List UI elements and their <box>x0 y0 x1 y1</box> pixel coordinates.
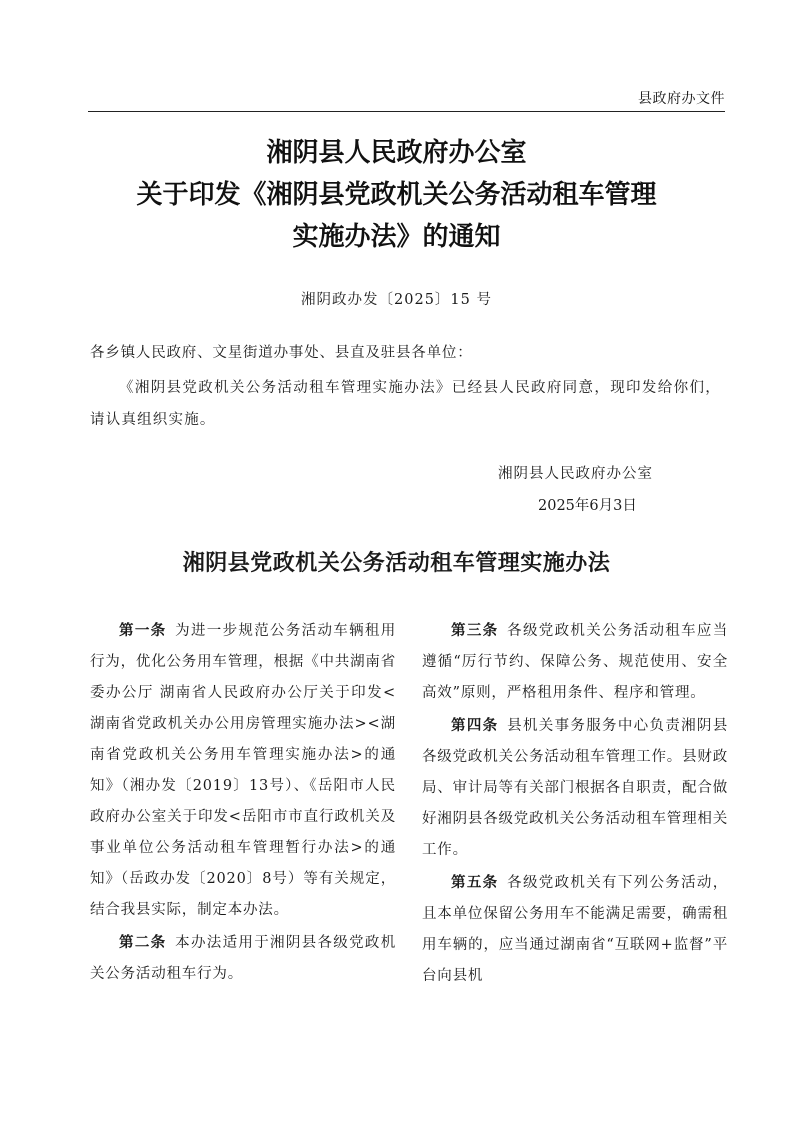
article-text: 各级党政机关公务活动租车应当遵循“厉行节约、保障公务、规范使用、安全高效”原则，严格租用条件、程序和管理。 <box>422 623 729 701</box>
left-column <box>90 616 396 992</box>
recipients-line: 各乡镇人民政府、文星街道办事处、县直及驻县各单位： <box>90 345 473 361</box>
notice-title-line: 关于印发《湘阴县党政机关公务活动租车管理 <box>136 180 657 210</box>
article-label: 第三条 <box>451 623 499 639</box>
article-label: 第二条 <box>119 935 167 951</box>
article-paragraph <box>422 616 728 709</box>
article-paragraph <box>422 711 728 866</box>
notice-title-line: 实施办法》的通知 <box>292 222 501 252</box>
header-divider <box>88 111 725 112</box>
article-paragraph <box>90 616 396 926</box>
article-label: 第四条 <box>451 718 499 734</box>
right-column <box>422 616 728 994</box>
issuing-office: 湘阴县人民政府办公室 <box>498 466 653 482</box>
article-text: 县机关事务服务中心负责湘阴县各级党政机关公务活动租车管理工作。县财政局、审计局等有关部门根据各自职责，配合做好湘阴县各级党政机关公务活动租车管理相关工作。 <box>422 718 729 858</box>
notice-title <box>60 132 733 258</box>
article-label: 第一条 <box>119 623 167 639</box>
article-paragraph <box>90 928 396 990</box>
notice-title-line: 湘阴县人民政府办公室 <box>266 138 527 168</box>
article-text: 为进一步规范公务活动车辆租用行为，优化公务用车管理，根据《中共湖南省委办公厅 湖南省人民政府办公厅关于印发<湖南省党政机关办公用房管理实施办法><湖南省党政机关公务用车管理实施办法>的通知》（湘办发〔2019〕13号）、《岳阳市人民政府办公室关于印发<岳阳市市直行政机关及事业单位公务活动租车管理暂行办法>的通知》（岳政办发〔2020〕8号）等有关规定，结合我县实际，制定本办法。 <box>90 623 397 918</box>
article-text: 本办法适用于湘阴县各级党政机关公务活动租车行为。 <box>90 935 397 982</box>
regulation-title: 湘阴县党政机关公务活动租车管理实施办法 <box>182 550 611 576</box>
notice-body: 《湘阴县党政机关公务活动租车管理实施办法》已经县人民政府同意，现印发给你们，请认真组织实施。 <box>90 380 721 428</box>
article-paragraph <box>422 868 728 992</box>
document-number: 湘阴政办发〔2025〕15 号 <box>301 292 492 308</box>
article-text: 各级党政机关有下列公务活动，且本单位保留公务用车不能满足需要，确需租用车辆的，应当通过湖南省“互联网+监督”平台向县机 <box>422 875 729 984</box>
article-label: 第五条 <box>451 875 499 891</box>
document-category-label: 县政府办文件 <box>638 91 725 107</box>
issue-date: 2025年6月3日 <box>538 498 637 514</box>
